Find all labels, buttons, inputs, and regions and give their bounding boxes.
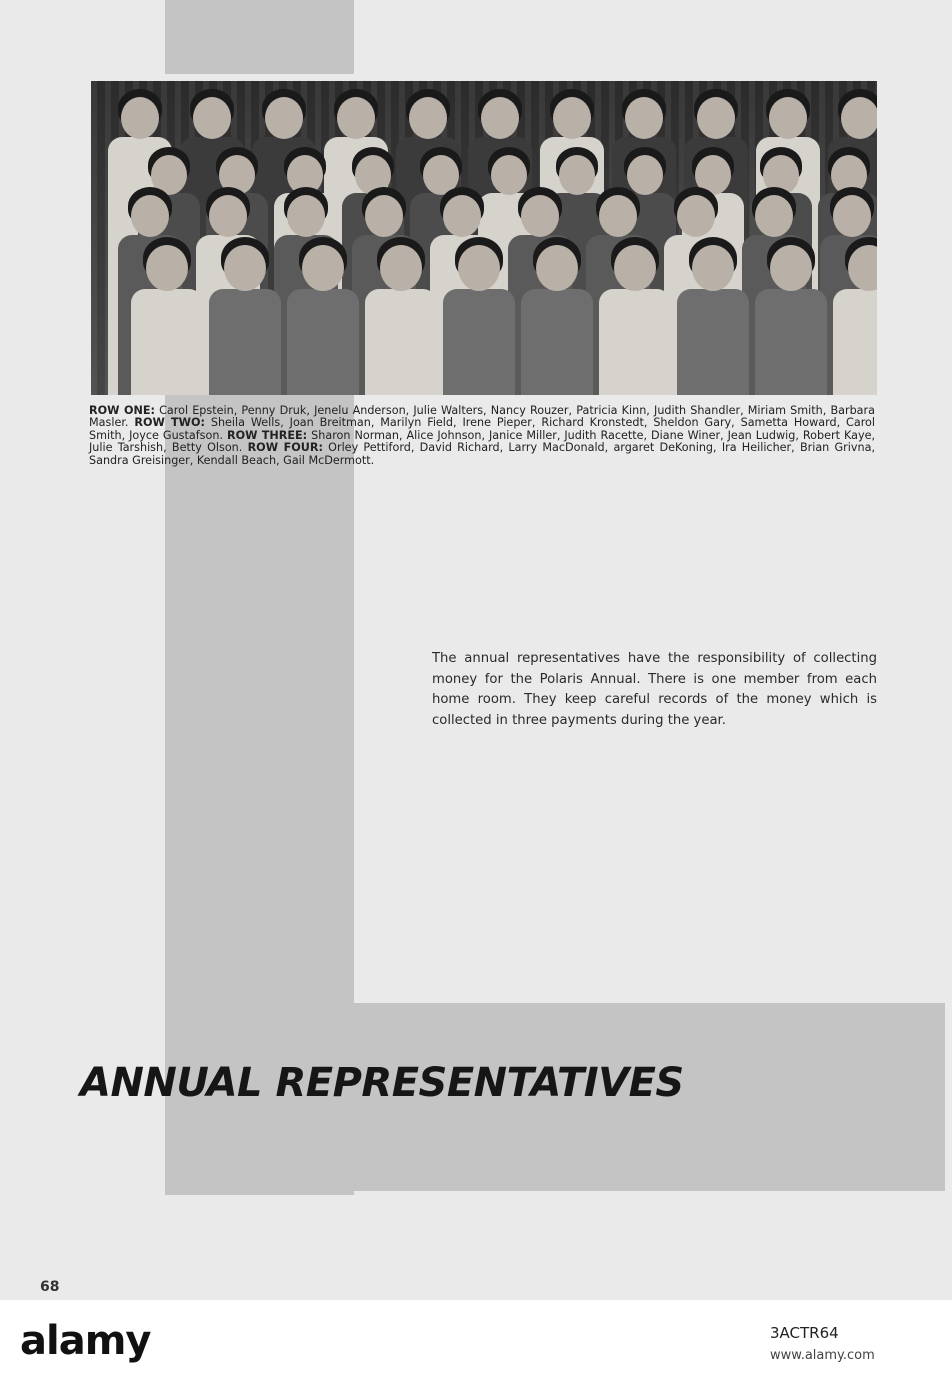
person-body: [755, 289, 826, 395]
person-face: [287, 195, 325, 237]
person-face: [265, 97, 303, 139]
person-face: [599, 195, 637, 237]
person-body: [287, 289, 358, 395]
top-gray-block: [165, 0, 354, 74]
image-id: 3ACTR64: [770, 1324, 839, 1342]
person-face: [458, 245, 500, 291]
page-number: 68: [40, 1279, 60, 1295]
row-one-names: Carol Epstein, Penny Druk, Jenelu Anderson, Julie Walters, Nancy Rouzer, Patricia Kinn, Judith Shandler, Miriam Smith, Barbara Masler.: [89, 404, 875, 430]
person-face: [302, 245, 344, 291]
person-face: [121, 97, 159, 139]
person-face: [769, 97, 807, 139]
person-body: [209, 289, 280, 395]
person-face: [491, 155, 527, 195]
person-face: [770, 245, 812, 291]
person-face: [692, 245, 734, 291]
person-face: [559, 155, 595, 195]
row-three-label: ROW THREE:: [227, 428, 308, 442]
person-face: [677, 195, 715, 237]
row-four-label: ROW FOUR:: [247, 441, 323, 455]
person-face: [380, 245, 422, 291]
person-body: [521, 289, 592, 395]
row-three-names: Sharon Norman, Alice Johnson, Janice Miller, Judith Racette, Diane Winer, Jean Ludwig, Robert Kaye, Julie Tarshish, Betty Olson.: [89, 428, 876, 455]
row-two-names: Sheila Wells, Joan Breitman, Marilyn Field, Irene Pieper, Richard Kronstedt, Sheldon Gary, Sametta Howard, Carol Smith, Joyce Gustafson.: [89, 416, 876, 442]
person-face: [627, 155, 663, 195]
person-face: [146, 245, 188, 291]
person-face: [697, 97, 735, 139]
person-face: [536, 245, 578, 291]
alamy-logo: alamy: [20, 1318, 151, 1364]
person-face: [224, 245, 266, 291]
footer-url: www.alamy.com: [770, 1348, 875, 1363]
person-face: [841, 97, 877, 139]
person-body: [365, 289, 436, 395]
person-face: [193, 97, 231, 139]
person-face: [443, 195, 481, 237]
row-four-names: Orley Pettiford, David Richard, Larry MacDonald, argaret DeKoning, Ira Heilicher, Brian Grivna, Sandra Greisinger, Kendall Beach, Gail McDermott.: [89, 441, 876, 467]
person-face: [209, 195, 247, 237]
person-face: [481, 97, 519, 139]
page-title: ANNUAL REPRESENTATIVES: [80, 1060, 684, 1106]
photo-caption: [89, 405, 875, 467]
person-face: [755, 195, 793, 237]
person-body: [443, 289, 514, 395]
person-face: [553, 97, 591, 139]
person-face: [833, 195, 871, 237]
description-paragraph: The annual representatives have the responsibility of collecting money for the Polaris Annual. There is one member from each home room. They keep careful records of the money which is collected in three payments during the year.: [432, 651, 877, 728]
person-body: [677, 289, 748, 395]
person-face: [409, 97, 447, 139]
person-face: [337, 97, 375, 139]
person-body: [833, 289, 877, 395]
person-face: [625, 97, 663, 139]
person-face: [614, 245, 656, 291]
person-body: [599, 289, 670, 395]
row-two-label: ROW TWO:: [134, 416, 205, 430]
group-photo: [91, 81, 877, 395]
person-face: [521, 195, 559, 237]
person-face: [365, 195, 403, 237]
person-body: [131, 289, 202, 395]
stock-footer: [0, 1300, 952, 1390]
person-face: [131, 195, 169, 237]
row-one-label: ROW ONE:: [89, 404, 155, 417]
